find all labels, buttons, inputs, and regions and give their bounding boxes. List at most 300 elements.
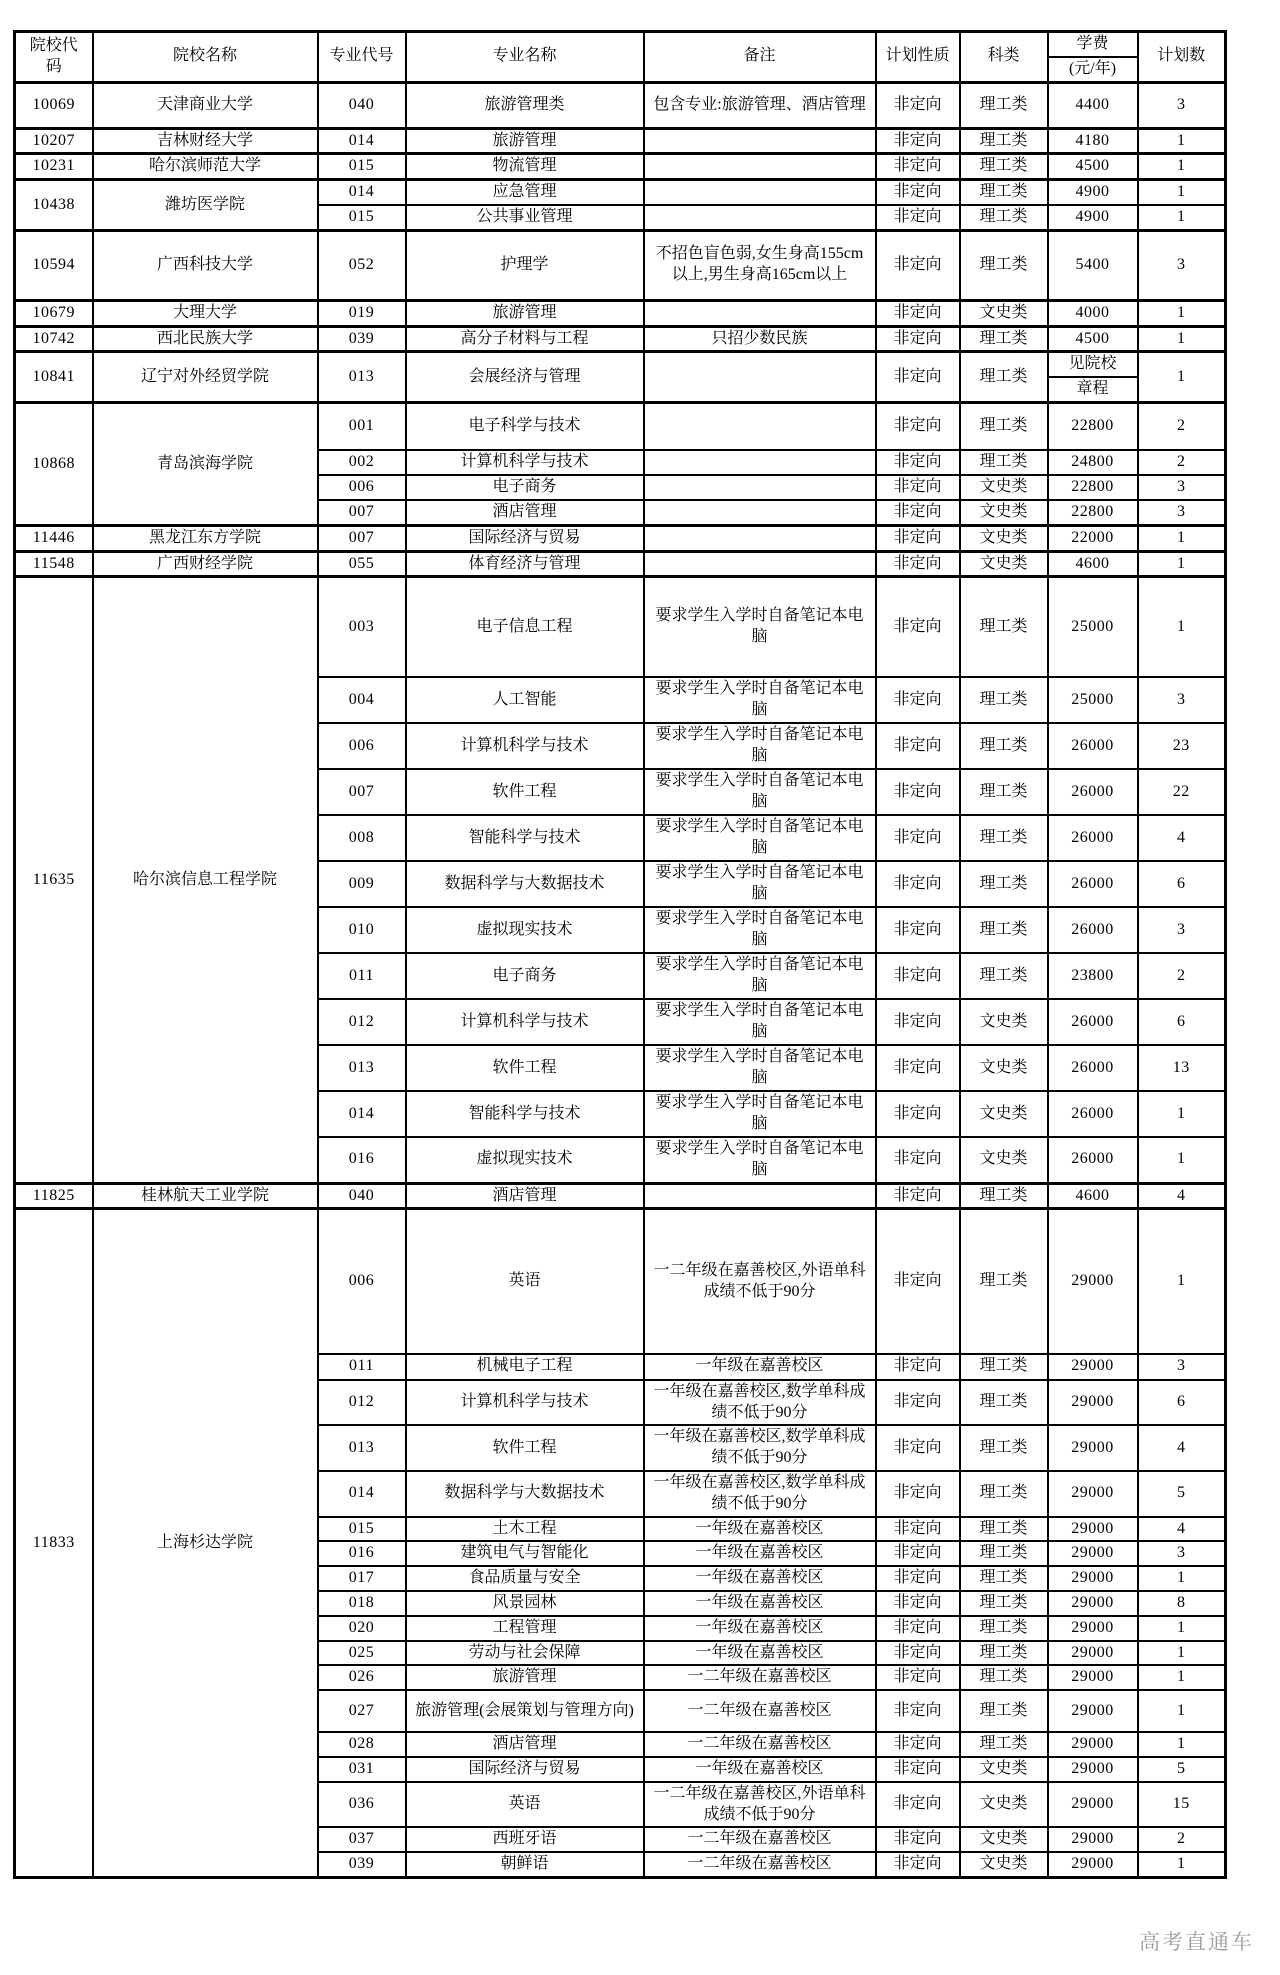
plan-type-cell: 非定向 [876,1517,960,1542]
plan-type-cell: 非定向 [876,82,960,128]
tuition-cell: 26000 [1048,999,1138,1045]
plan-count-cell: 1 [1138,300,1226,326]
remark-cell: 一年级在嘉善校区 [644,1354,876,1380]
major-name-cell: 物流管理 [406,154,644,180]
tuition-cell: 4500 [1048,326,1138,352]
plan-count-cell: 1 [1138,1665,1226,1690]
category-cell: 理工类 [960,230,1048,300]
tuition-cell: 22800 [1048,500,1138,525]
major-name-cell: 计算机科学与技术 [406,999,644,1045]
remark-cell: 要求学生入学时自备笔记本电脑 [644,577,876,677]
plan-type-cell: 非定向 [876,1782,960,1828]
remark-cell: 一二年级在嘉善校区,外语单科成绩不低于90分 [644,1209,876,1354]
tuition-cell: 4180 [1048,128,1138,154]
plan-type-cell: 非定向 [876,1591,960,1616]
major-code-cell: 013 [318,352,406,403]
plan-count-cell: 1 [1138,1732,1226,1757]
college-code-cell: 10438 [15,180,93,231]
plan-count-cell: 1 [1138,1566,1226,1591]
major-code-cell: 013 [318,1045,406,1091]
plan-type-cell: 非定向 [876,1541,960,1566]
tuition-cell: 29000 [1048,1690,1138,1732]
category-cell: 文史类 [960,1045,1048,1091]
table-row [15,154,1226,180]
major-name-cell: 英语 [406,1209,644,1354]
remark-cell [644,1183,876,1209]
college-code-cell: 10594 [15,230,93,300]
major-name-cell: 旅游管理类 [406,82,644,128]
major-code-cell: 025 [318,1641,406,1666]
category-cell: 理工类 [960,677,1048,723]
major-name-cell: 西班牙语 [406,1827,644,1852]
plan-count-cell: 2 [1138,450,1226,475]
major-name-cell: 英语 [406,1782,644,1828]
major-name-cell: 工程管理 [406,1616,644,1641]
tuition-cell: 29000 [1048,1616,1138,1641]
major-name-cell: 旅游管理 [406,1665,644,1690]
tuition-cell: 29000 [1048,1380,1138,1426]
major-code-cell: 052 [318,230,406,300]
tuition-cell: 29000 [1048,1782,1138,1828]
remark-cell: 一年级在嘉善校区 [644,1616,876,1641]
major-name-cell: 酒店管理 [406,500,644,525]
major-code-cell: 036 [318,1782,406,1828]
tuition-cell: 29000 [1048,1354,1138,1380]
plan-type-cell: 非定向 [876,1616,960,1641]
plan-type-cell: 非定向 [876,677,960,723]
major-code-cell: 015 [318,1517,406,1542]
tuition-cell: 26000 [1048,1091,1138,1137]
major-name-cell: 朝鲜语 [406,1852,644,1877]
college-name-cell: 青岛滨海学院 [93,402,318,525]
plan-type-cell: 非定向 [876,402,960,450]
remark-cell [644,128,876,154]
remark-cell: 只招少数民族 [644,326,876,352]
major-name-cell: 国际经济与贸易 [406,1757,644,1782]
college-code-cell: 11825 [15,1183,93,1209]
col-header-major-code: 专业代号 [318,32,406,83]
tuition-cell: 29000 [1048,1827,1138,1852]
tuition-cell: 29000 [1048,1541,1138,1566]
category-cell: 理工类 [960,1354,1048,1380]
college-code-cell: 11635 [15,577,93,1183]
major-name-cell: 虚拟现实技术 [406,907,644,953]
major-code-cell: 001 [318,402,406,450]
plan-count-cell: 4 [1138,815,1226,861]
watermark: 高考直通车 [1139,1930,1254,1954]
remark-cell: 要求学生入学时自备笔记本电脑 [644,815,876,861]
table-row [15,577,1226,677]
major-code-cell: 009 [318,861,406,907]
major-name-cell: 数据科学与大数据技术 [406,1471,644,1517]
plan-type-cell: 非定向 [876,525,960,551]
tuition-line: 见院校 [1049,353,1137,378]
tuition-header-line1: 学费 [1049,33,1137,58]
category-cell: 理工类 [960,1566,1048,1591]
remark-cell: 一年级在嘉善校区 [644,1757,876,1782]
tuition-cell: 26000 [1048,861,1138,907]
plan-type-cell: 非定向 [876,1852,960,1877]
col-header-category: 科类 [960,32,1048,83]
major-code-cell: 007 [318,525,406,551]
tuition-cell: 26000 [1048,1137,1138,1183]
major-code-cell: 039 [318,1852,406,1877]
major-code-cell: 012 [318,999,406,1045]
tuition-cell [1048,352,1138,403]
col-header-college-name: 院校名称 [93,32,318,83]
plan-count-cell: 22 [1138,769,1226,815]
major-name-cell: 旅游管理 [406,128,644,154]
plan-type-cell: 非定向 [876,1045,960,1091]
category-cell: 理工类 [960,1591,1048,1616]
col-header-plan-count: 计划数 [1138,32,1226,83]
category-cell: 文史类 [960,475,1048,500]
plan-type-cell: 非定向 [876,1425,960,1471]
tuition-cell: 26000 [1048,815,1138,861]
remark-cell: 一二年级在嘉善校区,外语单科成绩不低于90分 [644,1782,876,1828]
category-cell: 理工类 [960,577,1048,677]
tuition-cell: 29000 [1048,1591,1138,1616]
remark-cell: 一年级在嘉善校区 [644,1541,876,1566]
major-name-cell: 国际经济与贸易 [406,525,644,551]
college-code-cell: 10679 [15,300,93,326]
remark-cell: 一年级在嘉善校区 [644,1641,876,1666]
col-header-tuition [1048,32,1138,83]
plan-type-cell: 非定向 [876,450,960,475]
tuition-cell: 23800 [1048,953,1138,999]
college-code-cell: 10207 [15,128,93,154]
remark-cell: 一二年级在嘉善校区 [644,1732,876,1757]
remark-cell: 一年级在嘉善校区 [644,1517,876,1542]
category-cell: 理工类 [960,82,1048,128]
tuition-cell: 4900 [1048,205,1138,230]
major-code-cell: 026 [318,1665,406,1690]
remark-cell: 要求学生入学时自备笔记本电脑 [644,1045,876,1091]
plan-type-cell: 非定向 [876,1665,960,1690]
major-code-cell: 011 [318,1354,406,1380]
category-cell: 理工类 [960,1641,1048,1666]
category-cell: 理工类 [960,180,1048,205]
category-cell: 文史类 [960,1782,1048,1828]
tuition-cell: 4000 [1048,300,1138,326]
major-code-cell: 003 [318,577,406,677]
category-cell: 理工类 [960,352,1048,403]
tuition-cell: 29000 [1048,1471,1138,1517]
remark-cell: 要求学生入学时自备笔记本电脑 [644,861,876,907]
plan-type-cell: 非定向 [876,205,960,230]
plan-count-cell: 1 [1138,577,1226,677]
remark-cell: 要求学生入学时自备笔记本电脑 [644,907,876,953]
major-code-cell: 008 [318,815,406,861]
tuition-cell: 22800 [1048,475,1138,500]
major-name-cell: 公共事业管理 [406,205,644,230]
plan-count-cell: 1 [1138,1641,1226,1666]
plan-count-cell: 2 [1138,402,1226,450]
plan-count-cell: 8 [1138,1591,1226,1616]
category-cell: 文史类 [960,1757,1048,1782]
category-cell: 理工类 [960,1616,1048,1641]
plan-type-cell: 非定向 [876,1209,960,1354]
col-header-major-name: 专业名称 [406,32,644,83]
major-name-cell: 电子科学与技术 [406,402,644,450]
major-code-cell: 028 [318,1732,406,1757]
plan-type-cell: 非定向 [876,769,960,815]
plan-type-cell: 非定向 [876,1091,960,1137]
major-code-cell: 012 [318,1380,406,1426]
major-name-cell: 软件工程 [406,769,644,815]
category-cell: 文史类 [960,1827,1048,1852]
tuition-cell: 26000 [1048,769,1138,815]
tuition-cell: 29000 [1048,1852,1138,1877]
remark-cell: 要求学生入学时自备笔记本电脑 [644,677,876,723]
college-code-cell: 10868 [15,402,93,525]
category-cell: 理工类 [960,1665,1048,1690]
plan-count-cell: 23 [1138,723,1226,769]
major-code-cell: 006 [318,475,406,500]
major-code-cell: 007 [318,500,406,525]
plan-count-cell: 1 [1138,1690,1226,1732]
tuition-cell: 29000 [1048,1517,1138,1542]
plan-count-cell: 1 [1138,1209,1226,1354]
major-name-cell: 风景园林 [406,1591,644,1616]
category-cell: 理工类 [960,1517,1048,1542]
remark-cell: 包含专业:旅游管理、酒店管理 [644,82,876,128]
table-row [15,1209,1226,1354]
category-cell: 理工类 [960,1541,1048,1566]
category-cell: 文史类 [960,1137,1048,1183]
major-name-cell: 应急管理 [406,180,644,205]
table-row [15,326,1226,352]
major-name-cell: 软件工程 [406,1425,644,1471]
category-cell: 理工类 [960,1732,1048,1757]
major-code-cell: 016 [318,1137,406,1183]
category-cell: 理工类 [960,769,1048,815]
tuition-cell: 29000 [1048,1209,1138,1354]
major-name-cell: 旅游管理 [406,300,644,326]
tuition-cell: 25000 [1048,677,1138,723]
tuition-cell: 29000 [1048,1665,1138,1690]
category-cell: 文史类 [960,551,1048,577]
plan-type-cell: 非定向 [876,723,960,769]
major-code-cell: 016 [318,1541,406,1566]
remark-cell [644,551,876,577]
major-code-cell: 015 [318,205,406,230]
tuition-cell: 29000 [1048,1757,1138,1782]
plan-count-cell: 4 [1138,1183,1226,1209]
table-row [15,551,1226,577]
plan-count-cell: 1 [1138,525,1226,551]
plan-count-cell: 3 [1138,230,1226,300]
major-code-cell: 015 [318,154,406,180]
plan-count-cell: 4 [1138,1425,1226,1471]
major-code-cell: 014 [318,180,406,205]
plan-count-cell: 1 [1138,180,1226,205]
major-code-cell: 014 [318,1471,406,1517]
college-code-cell: 10841 [15,352,93,403]
plan-count-cell: 1 [1138,1852,1226,1877]
college-code-cell: 10231 [15,154,93,180]
plan-count-cell: 15 [1138,1782,1226,1828]
remark-cell [644,475,876,500]
plan-count-cell: 3 [1138,1354,1226,1380]
remark-cell: 一二年级在嘉善校区 [644,1852,876,1877]
tuition-cell: 26000 [1048,907,1138,953]
remark-cell: 要求学生入学时自备笔记本电脑 [644,1091,876,1137]
major-name-cell: 食品质量与安全 [406,1566,644,1591]
tuition-cell: 4600 [1048,551,1138,577]
tuition-cell: 26000 [1048,1045,1138,1091]
major-name-cell: 土木工程 [406,1517,644,1542]
remark-cell: 一年级在嘉善校区,数学单科成绩不低于90分 [644,1471,876,1517]
major-name-cell: 酒店管理 [406,1183,644,1209]
major-code-cell: 006 [318,723,406,769]
major-code-cell: 039 [318,326,406,352]
tuition-cell: 4600 [1048,1183,1138,1209]
plan-count-cell: 3 [1138,82,1226,128]
college-name-cell: 上海杉达学院 [93,1209,318,1878]
college-name-cell: 大理大学 [93,300,318,326]
table-row [15,352,1226,403]
plan-type-cell: 非定向 [876,180,960,205]
major-name-cell: 计算机科学与技术 [406,450,644,475]
college-code-cell: 10069 [15,82,93,128]
plan-type-cell: 非定向 [876,1690,960,1732]
major-name-cell: 人工智能 [406,677,644,723]
plan-type-cell: 非定向 [876,1380,960,1426]
category-cell: 文史类 [960,999,1048,1045]
plan-count-cell: 1 [1138,1616,1226,1641]
college-name-cell: 辽宁对外经贸学院 [93,352,318,403]
tuition-cell: 25000 [1048,577,1138,677]
plan-type-cell: 非定向 [876,551,960,577]
major-name-cell: 计算机科学与技术 [406,1380,644,1426]
plan-count-cell: 1 [1138,1137,1226,1183]
plan-type-cell: 非定向 [876,1641,960,1666]
major-code-cell: 006 [318,1209,406,1354]
plan-type-cell: 非定向 [876,1471,960,1517]
college-name-cell: 广西财经学院 [93,551,318,577]
category-cell: 理工类 [960,1209,1048,1354]
major-name-cell: 高分子材料与工程 [406,326,644,352]
category-cell: 理工类 [960,154,1048,180]
plan-count-cell: 3 [1138,907,1226,953]
table-row [15,525,1226,551]
remark-cell [644,525,876,551]
tuition-cell: 26000 [1048,723,1138,769]
remark-cell: 要求学生入学时自备笔记本电脑 [644,769,876,815]
remark-cell [644,205,876,230]
plan-type-cell: 非定向 [876,861,960,907]
college-code-cell: 11833 [15,1209,93,1878]
plan-count-cell: 1 [1138,154,1226,180]
tuition-cell: 22000 [1048,525,1138,551]
major-code-cell: 031 [318,1757,406,1782]
plan-count-cell: 6 [1138,999,1226,1045]
tuition-cell: 24800 [1048,450,1138,475]
plan-count-cell: 2 [1138,953,1226,999]
college-name-cell: 西北民族大学 [93,326,318,352]
plan-type-cell: 非定向 [876,999,960,1045]
major-name-cell: 数据科学与大数据技术 [406,861,644,907]
major-code-cell: 011 [318,953,406,999]
category-cell: 理工类 [960,1471,1048,1517]
category-cell: 理工类 [960,861,1048,907]
table-row [15,1183,1226,1209]
major-code-cell: 018 [318,1591,406,1616]
tuition-cell: 29000 [1048,1425,1138,1471]
category-cell: 文史类 [960,300,1048,326]
tuition-cell: 29000 [1048,1732,1138,1757]
remark-cell: 一二年级在嘉善校区 [644,1827,876,1852]
tuition-cell: 29000 [1048,1566,1138,1591]
category-cell: 理工类 [960,723,1048,769]
category-cell: 理工类 [960,205,1048,230]
category-cell: 理工类 [960,1380,1048,1426]
col-header-plan-type: 计划性质 [876,32,960,83]
plan-type-cell: 非定向 [876,128,960,154]
college-name-cell: 哈尔滨信息工程学院 [93,577,318,1183]
plan-count-cell: 13 [1138,1045,1226,1091]
plan-type-cell: 非定向 [876,326,960,352]
college-name-cell: 黑龙江东方学院 [93,525,318,551]
plan-count-cell: 1 [1138,205,1226,230]
major-name-cell: 计算机科学与技术 [406,723,644,769]
remark-cell: 一二年级在嘉善校区 [644,1690,876,1732]
tuition-line: 章程 [1076,380,1109,398]
plan-type-cell: 非定向 [876,907,960,953]
major-name-cell: 虚拟现实技术 [406,1137,644,1183]
plan-type-cell: 非定向 [876,500,960,525]
category-cell: 理工类 [960,450,1048,475]
major-name-cell: 电子商务 [406,475,644,500]
major-name-cell: 劳动与社会保障 [406,1641,644,1666]
table-row [15,300,1226,326]
major-name-cell: 机械电子工程 [406,1354,644,1380]
college-code-cell: 11548 [15,551,93,577]
plan-type-cell: 非定向 [876,300,960,326]
plan-count-cell: 1 [1138,128,1226,154]
major-name-cell: 酒店管理 [406,1732,644,1757]
category-cell: 理工类 [960,1183,1048,1209]
college-code-cell: 11446 [15,525,93,551]
major-code-cell: 007 [318,769,406,815]
admission-plan-table [13,30,1227,1879]
major-name-cell: 电子信息工程 [406,577,644,677]
major-code-cell: 040 [318,82,406,128]
tuition-cell: 4900 [1048,180,1138,205]
col-header-college-code: 院校代码 [15,32,93,83]
category-cell: 理工类 [960,907,1048,953]
category-cell: 理工类 [960,128,1048,154]
college-name-cell: 天津商业大学 [93,82,318,128]
plan-count-cell: 1 [1138,1091,1226,1137]
major-code-cell: 037 [318,1827,406,1852]
major-name-cell: 电子商务 [406,953,644,999]
plan-count-cell: 3 [1138,677,1226,723]
college-name-cell: 吉林财经大学 [93,128,318,154]
major-name-cell: 软件工程 [406,1045,644,1091]
category-cell: 理工类 [960,953,1048,999]
plan-type-cell: 非定向 [876,815,960,861]
remark-cell: 一年级在嘉善校区,数学单科成绩不低于90分 [644,1380,876,1426]
remark-cell: 要求学生入学时自备笔记本电脑 [644,1137,876,1183]
plan-count-cell: 1 [1138,352,1226,403]
remark-cell: 不招色盲色弱,女生身高155cm以上,男生身高165cm以上 [644,230,876,300]
plan-count-cell: 1 [1138,326,1226,352]
remark-cell: 一二年级在嘉善校区 [644,1665,876,1690]
category-cell: 文史类 [960,1091,1048,1137]
remark-cell: 要求学生入学时自备笔记本电脑 [644,953,876,999]
